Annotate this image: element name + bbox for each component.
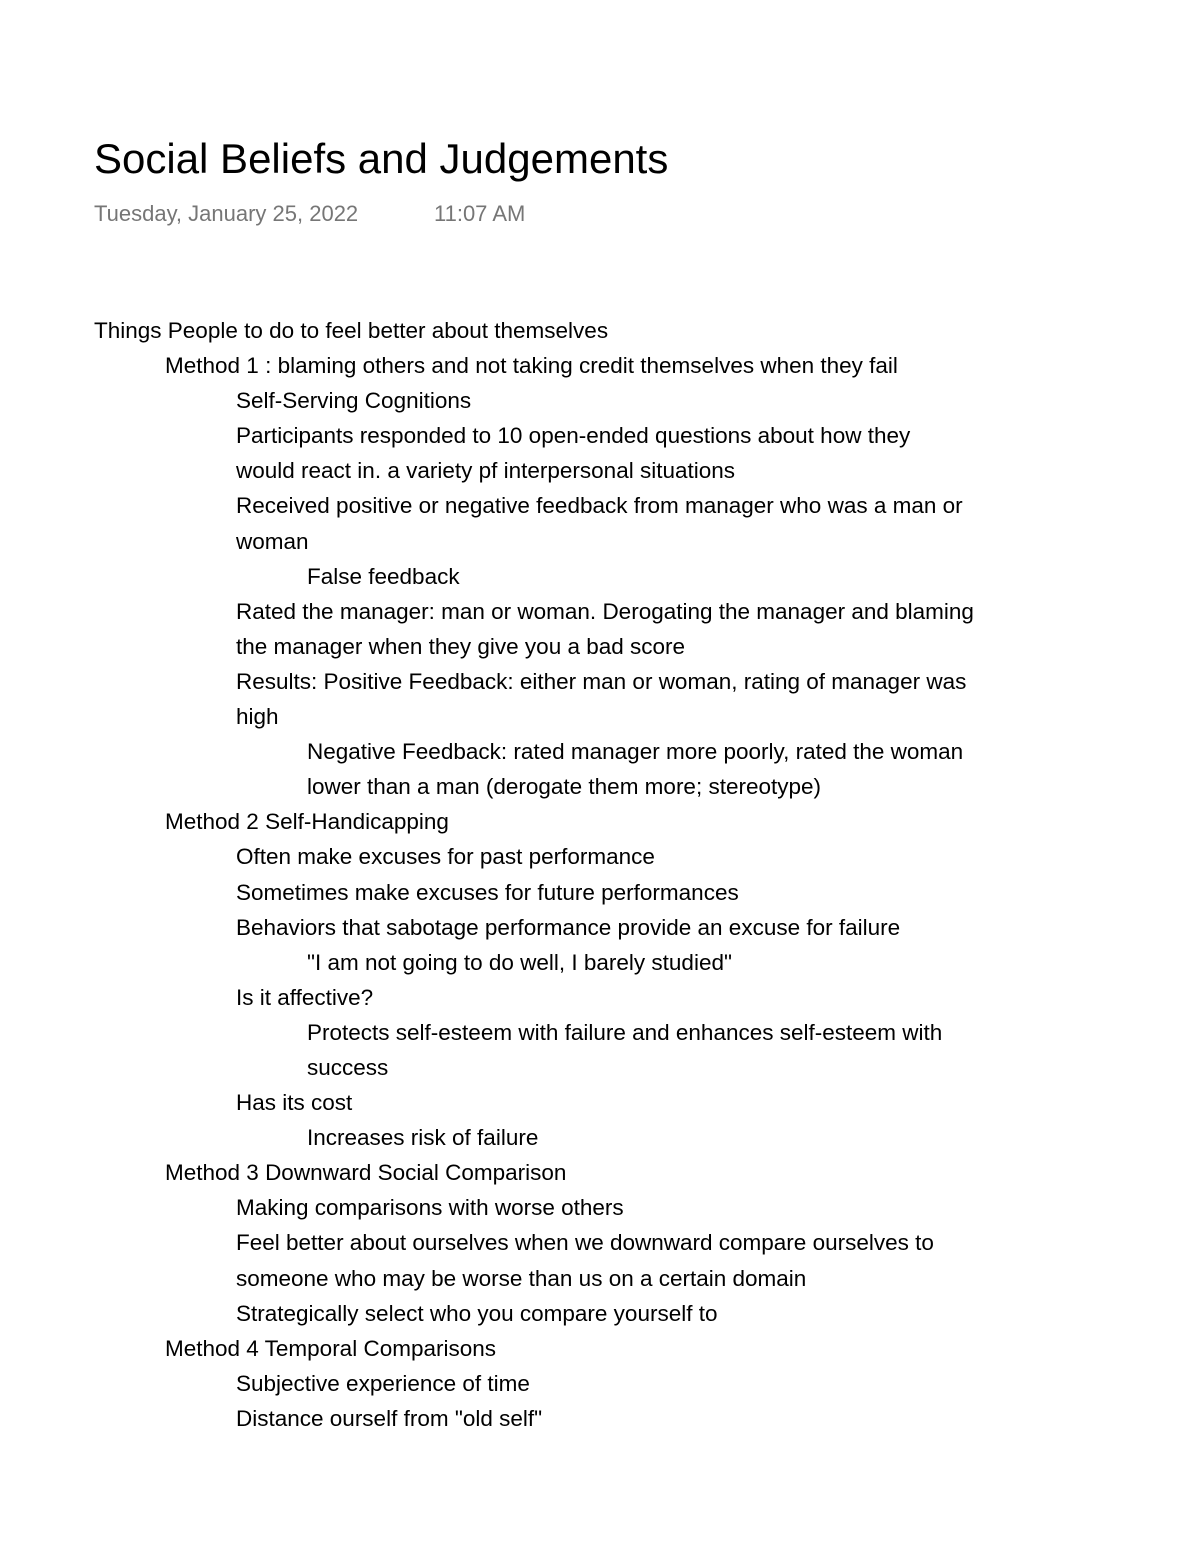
note-line: Subjective experience of time: [236, 1370, 530, 1396]
note-line: Has its cost: [236, 1090, 353, 1116]
note-line: Received positive or negative feedback from manager who was a man or: [236, 493, 963, 519]
note-line: Participants responded to 10 open-ended questions about how they: [236, 423, 911, 449]
note-line: Sometimes make excuses for future performances: [236, 879, 739, 905]
note-line: the manager when they give you a bad score: [236, 633, 686, 659]
note-line: Method 3 Downward Social Comparison: [165, 1160, 567, 1186]
page-title: Social Beliefs and Judgements: [94, 135, 669, 182]
note-line: success: [307, 1054, 389, 1080]
note-line: Method 4 Temporal Comparisons: [165, 1335, 496, 1361]
note-line: Behaviors that sabotage performance provide an excuse for failure: [236, 914, 901, 940]
note-line: Method 1 : blaming others and not taking credit themselves when they fail: [165, 353, 898, 379]
note-line: someone who may be worse than us on a certain domain: [236, 1265, 807, 1291]
note-line: would react in. a variety pf interpersonal situations: [236, 458, 736, 484]
note-line: Increases risk of failure: [307, 1125, 539, 1151]
note-date: Tuesday, January 25, 2022: [94, 201, 359, 226]
note-line: Strategically select who you compare yourself to: [236, 1300, 718, 1326]
note-line: Often make excuses for past performance: [236, 844, 655, 870]
note-line: Is it affective?: [236, 984, 374, 1010]
note-time: 11:07 AM: [434, 201, 526, 226]
note-line: woman: [236, 528, 309, 554]
note-line: Method 2 Self-Handicapping: [165, 809, 449, 835]
note-line: Making comparisons with worse others: [236, 1195, 624, 1221]
note-line: lower than a man (derogate them more; stereotype): [307, 774, 822, 800]
note-line: Distance ourself from "old self": [236, 1405, 543, 1431]
note-outline: [0, 313, 1200, 1436]
note-line: Self-Serving Cognitions: [236, 388, 472, 414]
note-line: Feel better about ourselves when we downward compare ourselves to: [236, 1230, 934, 1256]
note-line: "I am not going to do well, I barely studied": [307, 949, 732, 975]
note-line: Results: Positive Feedback: either man or woman, rating of manager was: [236, 668, 967, 694]
note-line: Rated the manager: man or woman. Derogating the manager and blaming: [236, 598, 974, 624]
note-line: Things People to do to feel better about themselves: [94, 318, 609, 343]
note-line: False feedback: [307, 563, 460, 589]
note-line: Negative Feedback: rated manager more poorly, rated the woman: [307, 739, 964, 765]
note-line: Protects self-esteem with failure and enhances self-esteem with: [307, 1019, 943, 1045]
note-line: high: [236, 704, 279, 730]
